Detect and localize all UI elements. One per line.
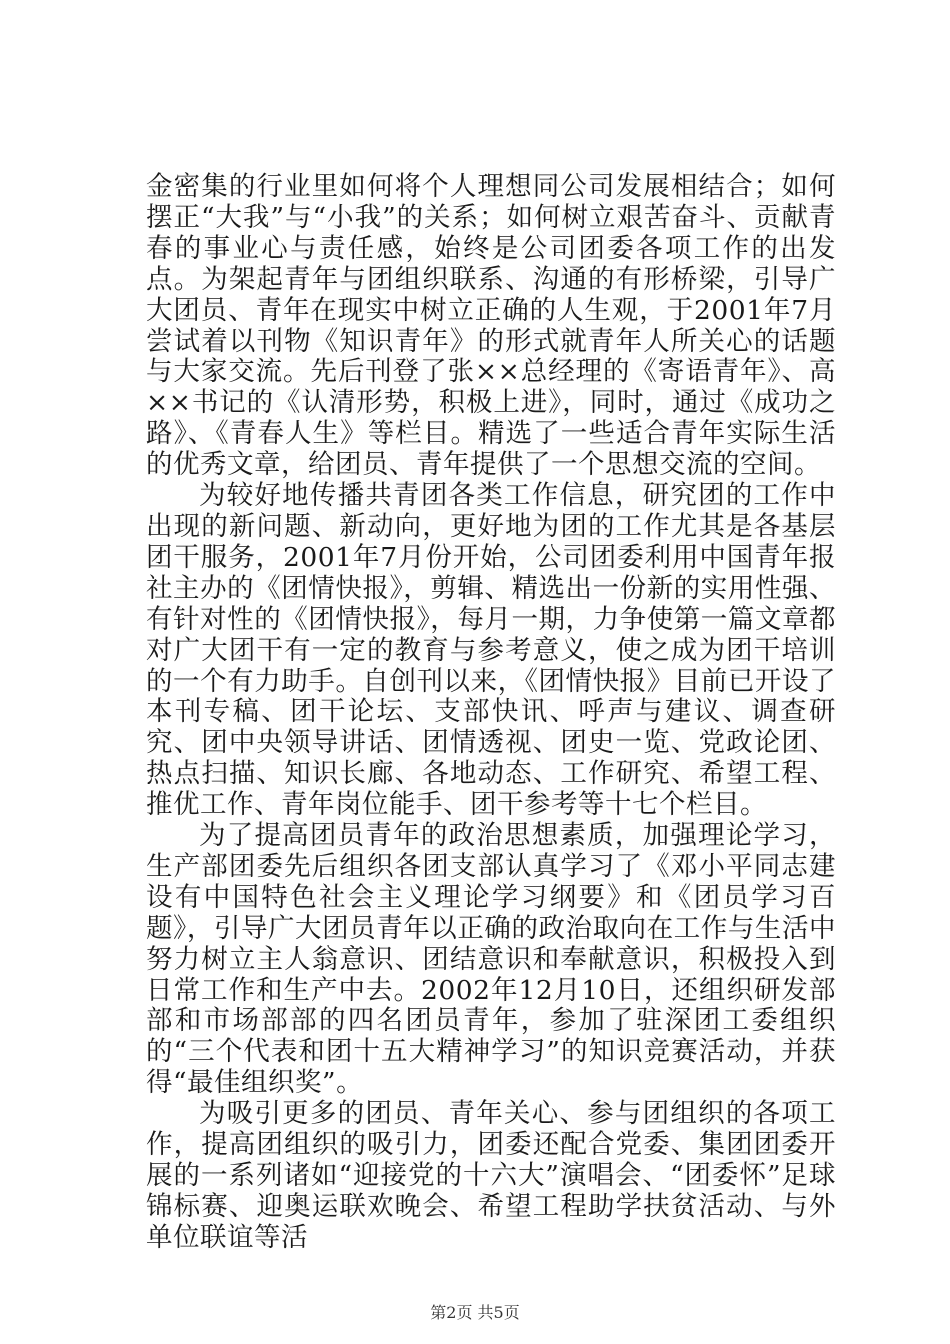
paragraph: 为较好地传播共青团各类工作信息，研究团的工作中出现的新问题、新动向，更好地为团的工作尤其是各基层团干服务，2001年7月份开始，公司团委利用中国青年报社主办的《团情快报》，剪辑、精选出一份新的实用性强、有针对性的《团情快报》，每月一期，力争使第一篇文章都对广大团干有一定的教育与参考意义，使之成为团干培训的一个有力助手。自创刊以来，《团情快报》目前已开设了本刊专稿、团干论坛、支部快讯、呼声与建议、调查研究、团中央领导讲话、团情透视、团史一览、党政论团、热点扫描、知识长廊、各地动态、工作研究、希望工程、推优工作、青年岗位能手、团干参考等十七个栏目。 <box>146 480 836 821</box>
page-number-footer: 第2页 共5页 <box>430 1303 520 1322</box>
document-body <box>146 172 836 1254</box>
paragraph: 为吸引更多的团员、青年关心、参与团组织的各项工作，提高团组织的吸引力，团委还配合党委、集团团委开展的一系列诸如“迎接党的十六大”演唱会、“团委怀”足球锦标赛、迎奥运联欢晚会、希望工程助学扶贫活动、与外单位联谊等活 <box>146 1098 836 1253</box>
paragraph: 为了提高团员青年的政治思想素质，加强理论学习，生产部团委先后组织各团支部认真学习了《邓小平同志建设有中国特色社会主义理论学习纲要》和《团员学习百题》，引导广大团员青年以正确的政治取向在工作与生活中努力树立主人翁意识、团结意识和奉献意识，积极投入到日常工作和生产中去。2002年12月10日，还组织研发部部和市场部部的四名团员青年，参加了驻深团工委组织的“三个代表和团十五大精神学习”的知识竞赛活动，并获得“最佳组织奖”。 <box>146 820 836 1099</box>
paragraph: 金密集的行业里如何将个人理想同公司发展相结合；如何摆正“大我”与“小我”的关系；如何树立艰苦奋斗、贡献青春的事业心与责任感，始终是公司团委各项工作的出发点。为架起青年与团组织联系、沟通的有形桥梁，引导广大团员、青年在现实中树立正确的人生观，于2001年7月尝试着以刊物《知识青年》的形式就青年人所关心的话题与大家交流。先后刊登了张××总经理的《寄语青年》、高××书记的《认清形势，积极上进》，同时，通过《成功之路》、《青春人生》等栏目。精选了一些适合青年实际生活的优秀文章，给团员、青年提供了一个思想交流的空间。 <box>146 171 836 481</box>
